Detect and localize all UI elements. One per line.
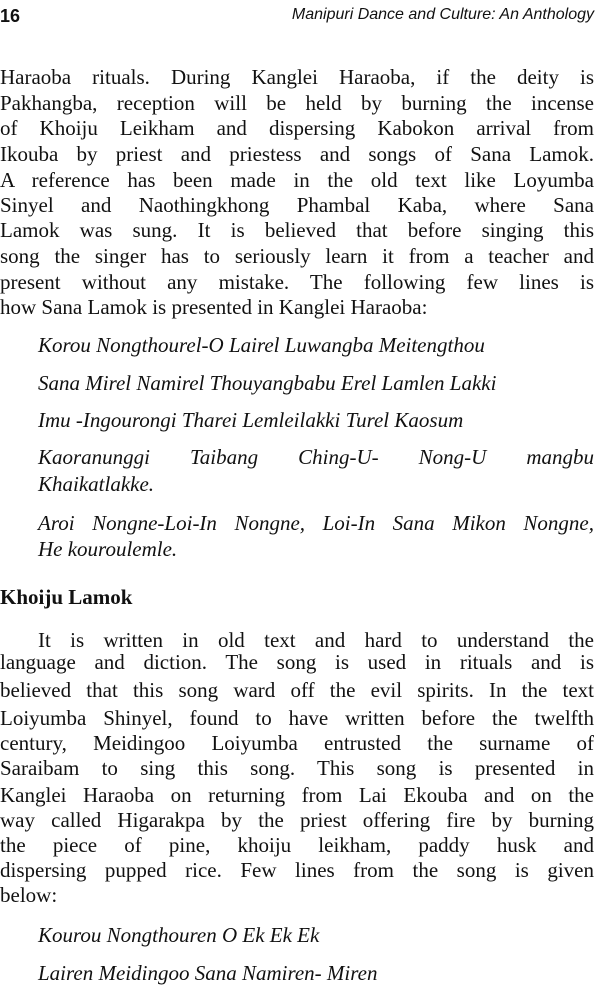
verse-line: Imu -Ingourongi Tharei Lemleilakki Turel Kaosum <box>38 408 464 432</box>
body-line: Pakhangba, reception will be held by burning the incense <box>0 91 594 115</box>
body-line: below: <box>0 883 58 907</box>
body-line: way called Higarakpa by the priest offering fire by burning <box>0 808 594 832</box>
body-line: Kanglei Haraoba on returning from Lai Ekouba and on the <box>0 783 594 807</box>
body-line: how Sana Lamok is presented in Kanglei Haraoba: <box>0 295 428 319</box>
body-line: dispersing pupped rice. Few lines from the song is given <box>0 858 594 882</box>
body-line: present without any mistake. The following few lines is <box>0 270 594 294</box>
body-line: song the singer has to seriously learn it from a teacher and <box>0 244 594 268</box>
body-line: of Khoiju Leikham and dispersing Kabokon arrival from <box>0 116 594 140</box>
body-line: Sinyel and Naothingkhong Phambal Kaba, where Sana <box>0 193 594 217</box>
body-line: Ikouba by priest and priestess and songs of Sana Lamok. <box>0 142 594 166</box>
body-line: It is written in old text and hard to understand the <box>38 628 594 652</box>
body-line: Lamok was sung. It is believed that before singing this <box>0 218 594 242</box>
body-line: century, Meidingoo Loiyumba entrusted the surname of <box>0 731 594 755</box>
verse-line: Korou Nongthourel-O Lairel Luwangba Meitengthou <box>38 333 485 357</box>
body-line: language and diction. The song is used in rituals and is <box>0 650 594 674</box>
section-heading: Khoiju Lamok <box>0 585 133 609</box>
verse-line: He kouroulemle. <box>38 537 178 561</box>
verse-line: Kaoranunggi Taibang Ching-U- Nong-U mangbu <box>38 445 594 469</box>
body-line: A reference has been made in the old text like Loyumba <box>0 168 594 192</box>
body-line: believed that this song ward off the evil spirits. In the text <box>0 678 594 702</box>
running-title: Manipuri Dance and Culture: An Anthology <box>291 6 594 23</box>
page-number: 16 <box>0 6 21 26</box>
verse-line: Kourou Nongthouren O Ek Ek Ek <box>38 923 320 947</box>
body-line: the piece of pine, khoiju leikham, paddy husk and <box>0 833 594 857</box>
body-line: Haraoba rituals. During Kanglei Haraoba, if the deity is <box>0 65 594 89</box>
verse-line: Lairen Meidingoo Sana Namiren- Miren <box>38 961 378 985</box>
body-line: Loiyumba Shinyel, found to have written before the twelfth <box>0 706 594 730</box>
verse-line: Aroi Nongne-Loi-In Nongne, Loi-In Sana Mikon Nongne, <box>38 511 594 535</box>
verse-line: Sana Mirel Namirel Thouyangbabu Erel Lamlen Lakki <box>38 371 497 395</box>
verse-line: Khaikatlakke. <box>38 472 155 496</box>
body-line: Saraibam to sing this song. This song is presented in <box>0 756 594 780</box>
